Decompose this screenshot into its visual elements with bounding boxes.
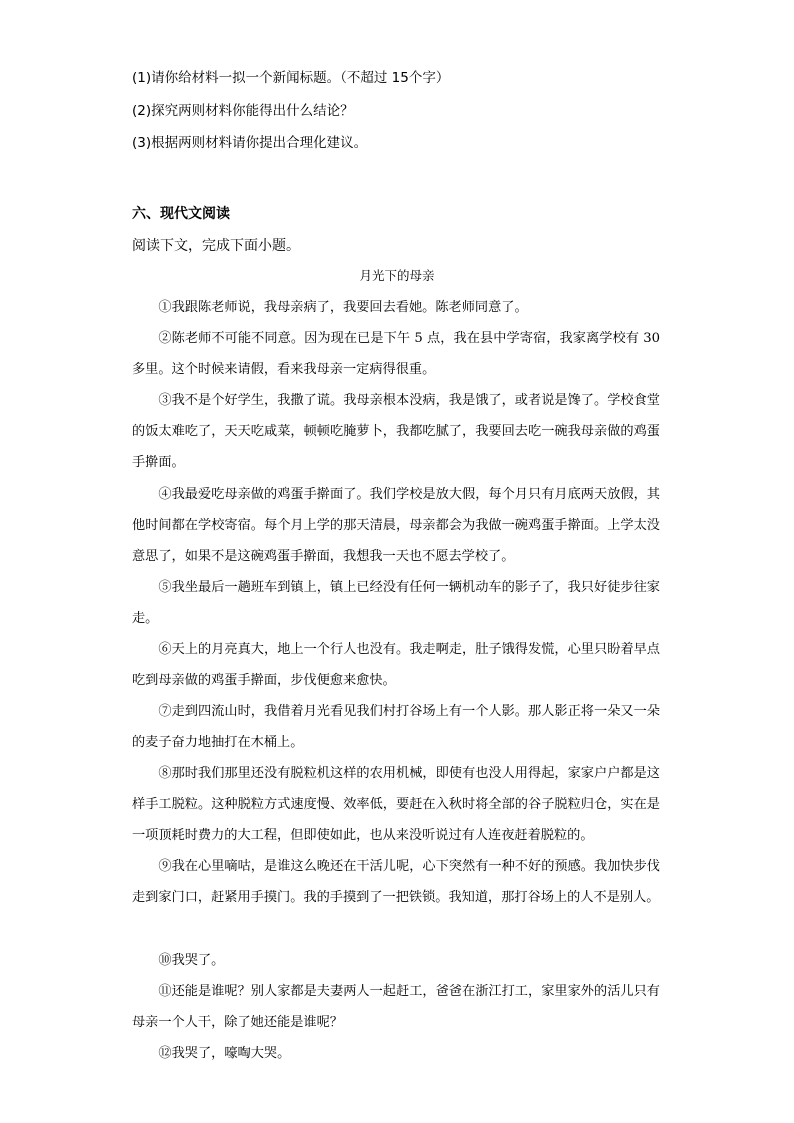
paragraph-4: ④我最爱吃母亲做的鸡蛋手擀面了。我们学校是放大假，每个月只有月底两天放假，其他时间都在学校寄宿。每个月上学的那天清晨，母亲都会为我做一碗鸡蛋手擀面。上学太没意思了，如果不是这碗鸡蛋手擀面，我想我一天也不愿去学校了。 [132,487,660,564]
question-1: (1)请你给材料一拟一个新闻标题。（不超过 15个字） [132,70,450,86]
question-2: (2)探究两则材料你能得出什么结论？ [132,103,354,119]
paragraph-9: ⑨我在心里嘀咕，是谁这么晚还在干活儿呢，心下突然有一种不好的预感。我加快步伐走到家门口，赶紧用手摸门。我的手摸到了一把铁锁。我知道，那打谷场上的人不是别人。 [132,859,660,905]
paragraph-12: ⑫我哭了，嚎啕大哭。 [158,1046,291,1061]
article-title: 月光下的母亲 [359,268,435,283]
paragraph-7: ⑦走到四流山时，我借着月光看见我们村打谷场上有一个人影。那人影正将一朵又一朵的麦子奋力地抽打在木桶上。 [132,704,660,750]
question-3: (3)根据两则材料请你提出合理化建议。 [132,135,368,151]
section-title: 六、现代文阅读 [132,206,230,222]
paragraph-11: ⑪还能是谁呢？别人家都是夫妻两人一起赶工，爸爸在浙江打工，家里家外的活儿只有母亲一个人干，除了她还能是谁呢？ [132,984,660,1030]
reading-instruction: 阅读下文，完成下面小题。 [132,238,300,254]
paragraph-8: ⑧那时我们那里还没有脱粒机这样的农用机械，即使有也没人用得起，家家户户都是这样手工脱粒。这种脱粒方式速度慢、效率低，要赶在入秋时将全部的谷子脱粒归仓，实在是一项顶耗时费力的大工程，但即使如此，也从来没听说过有人连夜赶着脱粒的。 [132,766,660,843]
paragraph-1: ①我跟陈老师说，我母亲病了，我要回去看她。陈老师同意了。 [158,300,528,315]
paragraph-3: ③我不是个好学生，我撒了谎。我母亲根本没病，我是饿了，或者说是馋了。学校食堂的饭太难吃了，天天吃咸菜，顿顿吃腌萝卜，我都吃腻了，我要回去吃一碗我母亲做的鸡蛋手擀面。 [132,393,660,470]
paragraph-2: ②陈老师不可能不同意。因为现在已是下午 5 点，我在县中学寄宿，我家离学校有 30 多里。这个时候来请假，看来我母亲一定病得很重。 [132,331,660,377]
paragraph-5: ⑤我坐最后一趟班车到镇上，镇上已经没有任何一辆机动车的影子了，我只好徒步往家走。 [132,580,660,626]
paragraph-10: ⑩我哭了。 [158,953,225,968]
paragraph-6: ⑥天上的月亮真大，地上一个行人也没有。我走啊走，肚子饿得发慌，心里只盼着早点吃到母亲做的鸡蛋手擀面，步伐便愈来愈快。 [132,642,660,688]
